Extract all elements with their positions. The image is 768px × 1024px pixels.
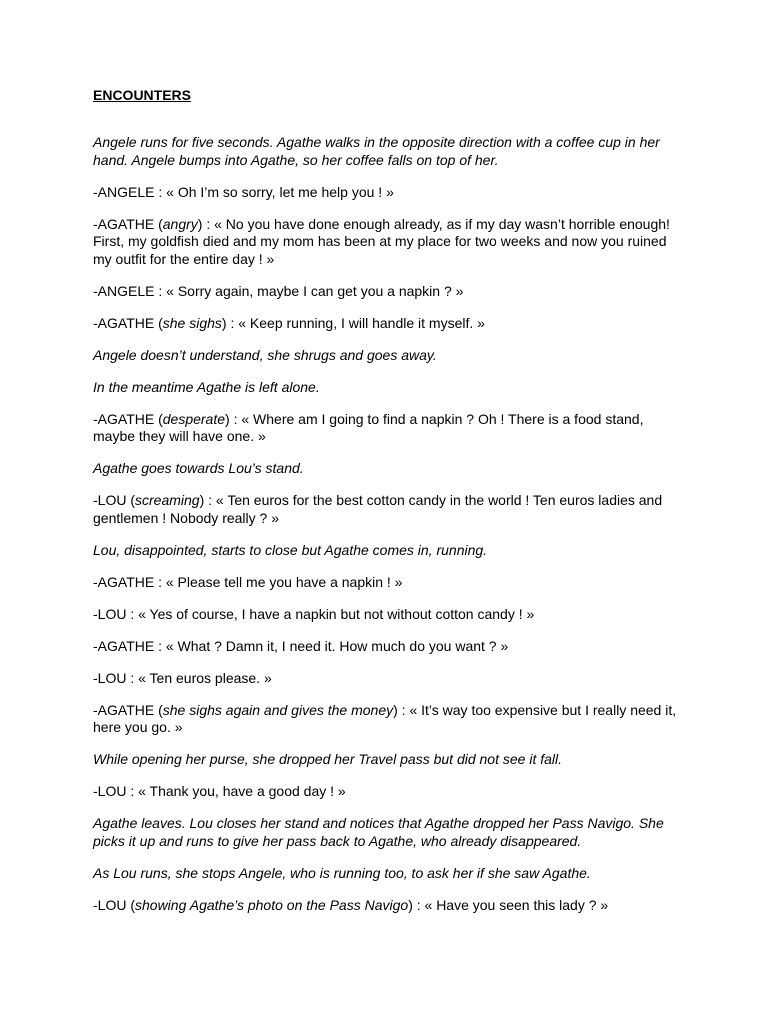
speaker-name: -AGATHE (: [93, 215, 163, 232]
spoken-text: : « Thank you, have a good day ! »: [126, 783, 346, 799]
parenthetical-direction: she sighs: [162, 314, 222, 331]
speaker-name: -LOU (: [93, 492, 135, 508]
stage-direction: Angele runs for five seconds. Agathe walks in the opposite direction with a coffee cup in her hand. Angele bumps into Agathe, so her coffee falls on top of her.: [93, 134, 660, 168]
parenthetical-direction: desperate: [162, 410, 226, 427]
spoken-text: ) : « Ten euros for the best cotton candy in the world ! Ten euros ladies and gentlemen ! Nobody really ? »: [93, 492, 663, 526]
spoken-text: ) : « Where am I going to find a napkin ? Oh ! There is a food stand, maybe they will have one. »: [93, 410, 644, 444]
speaker-name: -LOU (: [93, 896, 135, 913]
speaker-name: -AGATHE: [93, 637, 155, 654]
script-body: [93, 134, 683, 914]
dialogue-line: [93, 783, 683, 801]
parenthetical-direction: angry: [162, 215, 198, 232]
spoken-text: : « Please tell me you have a napkin ! »: [154, 573, 403, 590]
dialogue-line: [93, 638, 683, 656]
dialogue-line: [93, 897, 683, 915]
speaker-name: -LOU: [93, 783, 127, 799]
dialogue-line: [93, 315, 683, 333]
speaker-name: -LOU: [93, 605, 127, 622]
dialogue-line: [93, 184, 683, 202]
spoken-text: : « Oh I’m so sorry, let me help you ! »: [154, 183, 394, 200]
stage-direction: While opening her purse, she dropped her Travel pass but did not see it fall.: [93, 751, 563, 767]
spoken-text: : « Ten euros please. »: [126, 669, 272, 686]
spoken-text: ) : « Keep running, I will handle it myself. »: [221, 314, 485, 331]
parenthetical-direction: she sighs again and gives the money: [162, 701, 394, 718]
dialogue-line: [93, 411, 683, 446]
speaker-name: -AGATHE (: [93, 314, 163, 331]
stage-direction: Lou, disappointed, starts to close but Agathe comes in, running.: [93, 541, 488, 558]
spoken-text: ) : « It’s way too expensive but I really need it, here you go. »: [93, 701, 677, 735]
stage-direction: As Lou runs, she stops Angele, who is running too, to ask her if she saw Agathe.: [93, 864, 591, 881]
speaker-name: -ANGELE: [93, 183, 155, 200]
dialogue-line: [93, 702, 683, 737]
stage-direction: In the meantime Agathe is left alone.: [93, 378, 320, 395]
parenthetical-direction: screaming: [135, 492, 200, 508]
dialogue-line: [93, 492, 683, 527]
dialogue-line: [93, 283, 683, 301]
spoken-text: : « Sorry again, maybe I can get you a napkin ? »: [154, 282, 464, 299]
parenthetical-direction: showing Agathe’s photo on the Pass Navigo: [135, 896, 409, 913]
spoken-text: ) : « No you have done enough already, as if my day wasn’t horrible enough! First, my goldfish died and my mom has been at my place for two weeks and now you ruined my outfit for the entire day ! »: [93, 215, 670, 267]
speaker-name: -AGATHE (: [93, 410, 163, 427]
dialogue-line: [93, 216, 683, 269]
document-title: ENCOUNTERS: [93, 87, 192, 103]
speaker-name: -LOU: [93, 669, 127, 686]
document-page: [93, 86, 683, 929]
spoken-text: : « What ? Damn it, I need it. How much do you want ? »: [154, 637, 509, 654]
dialogue-line: [93, 606, 683, 624]
speaker-name: -ANGELE: [93, 282, 155, 299]
stage-direction: Angele doesn’t understand, she shrugs and goes away.: [93, 346, 437, 363]
stage-direction: Agathe goes towards Lou’s stand.: [93, 460, 304, 476]
stage-direction: Agathe leaves. Lou closes her stand and notices that Agathe dropped her Pass Navigo. She picks it up and runs to give her pass back to Agathe, who already disappeared.: [93, 815, 664, 849]
spoken-text: : « Yes of course, I have a napkin but not without cotton candy ! »: [126, 605, 535, 622]
dialogue-line: [93, 574, 683, 592]
speaker-name: -AGATHE: [93, 573, 155, 590]
spoken-text: ) : « Have you seen this lady ? »: [408, 896, 609, 913]
dialogue-line: [93, 670, 683, 688]
speaker-name: -AGATHE (: [93, 701, 163, 718]
